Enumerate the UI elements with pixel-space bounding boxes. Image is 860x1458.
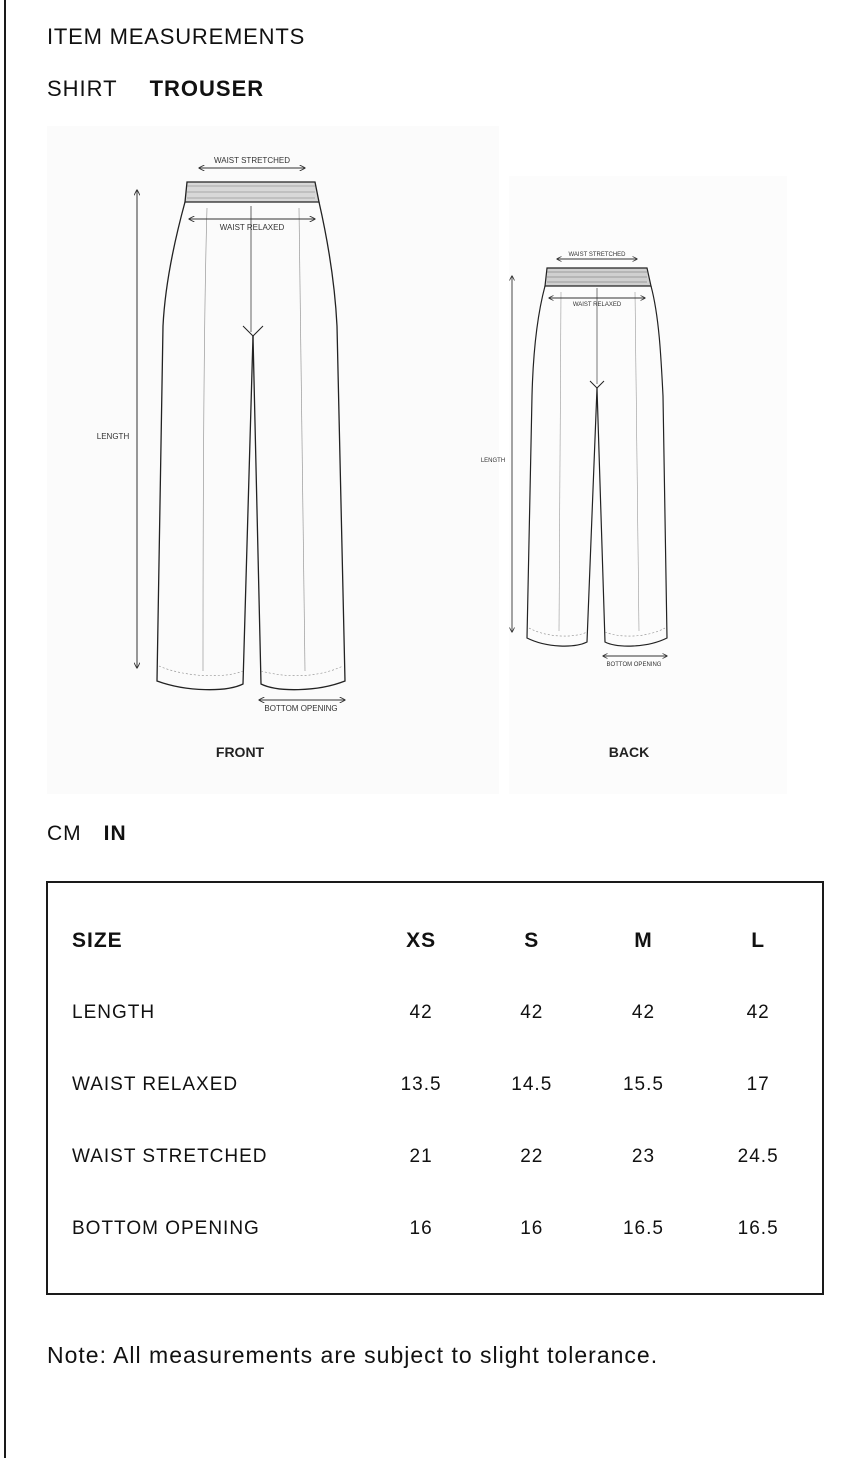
- front-caption: FRONT: [215, 744, 265, 760]
- cell: 13.5: [400, 1074, 442, 1095]
- cell: 16: [409, 1218, 433, 1239]
- cell: 15.5: [622, 1074, 664, 1095]
- cell: 42: [409, 1002, 433, 1023]
- header-l: L: [751, 929, 766, 952]
- header-xs: XS: [406, 929, 437, 952]
- back-length-label: LENGTH: [480, 458, 506, 464]
- size-table: [72, 905, 822, 1265]
- tab-shirt[interactable]: SHIRT: [47, 76, 118, 101]
- row-label: WAIST RELAXED: [72, 1074, 239, 1095]
- unit-cm[interactable]: CM: [47, 822, 82, 845]
- size-chart: [46, 881, 824, 1295]
- back-waist-stretched-label: WAIST STRETCHED: [568, 252, 626, 258]
- back-bottom-opening-label: BOTTOM OPENING: [606, 662, 662, 668]
- diagram-svg: [47, 126, 787, 794]
- back-caption: BACK: [608, 744, 650, 760]
- table-row: [72, 1049, 822, 1121]
- header-size: SIZE: [72, 929, 123, 952]
- tolerance-note: Note: All measurements are subject to slight tolerance.: [47, 1342, 659, 1368]
- garment-tabs: [47, 76, 264, 102]
- row-label: BOTTOM OPENING: [72, 1218, 260, 1239]
- unit-toggle: [47, 822, 127, 846]
- front-length-label: LENGTH: [96, 432, 130, 441]
- trouser-measurement-diagram: [47, 126, 787, 794]
- cell: 16: [520, 1218, 544, 1239]
- table-header-row: [72, 905, 822, 977]
- table-row: [72, 977, 822, 1049]
- back-waist-relaxed-label: WAIST RELAXED: [572, 302, 622, 308]
- table-row: [72, 1121, 822, 1193]
- header-m: M: [634, 929, 653, 952]
- cell: 23: [631, 1146, 656, 1167]
- cell: 42: [631, 1002, 656, 1023]
- front-waist-stretched-label: WAIST STRETCHED: [213, 156, 291, 165]
- page-edge: [0, 0, 6, 1458]
- row-label: WAIST STRETCHED: [72, 1146, 268, 1167]
- cell: 16.5: [737, 1218, 779, 1239]
- page-title: ITEM MEASUREMENTS: [47, 24, 306, 49]
- cell: 42: [746, 1002, 770, 1023]
- cell: 14.5: [511, 1074, 553, 1095]
- cell: 42: [520, 1002, 544, 1023]
- cell: 22: [520, 1146, 544, 1167]
- tab-trouser[interactable]: TROUSER: [149, 76, 265, 101]
- cell: 21: [409, 1146, 433, 1167]
- table-row: [72, 1193, 822, 1265]
- row-label: LENGTH: [72, 1002, 156, 1023]
- cell: 24.5: [737, 1146, 779, 1167]
- cell: 17: [746, 1074, 770, 1095]
- cell: 16.5: [622, 1218, 664, 1239]
- front-bottom-opening-label: BOTTOM OPENING: [264, 704, 338, 713]
- header-s: S: [524, 929, 540, 952]
- front-waist-relaxed-label: WAIST RELAXED: [219, 223, 285, 232]
- unit-in[interactable]: IN: [103, 822, 127, 845]
